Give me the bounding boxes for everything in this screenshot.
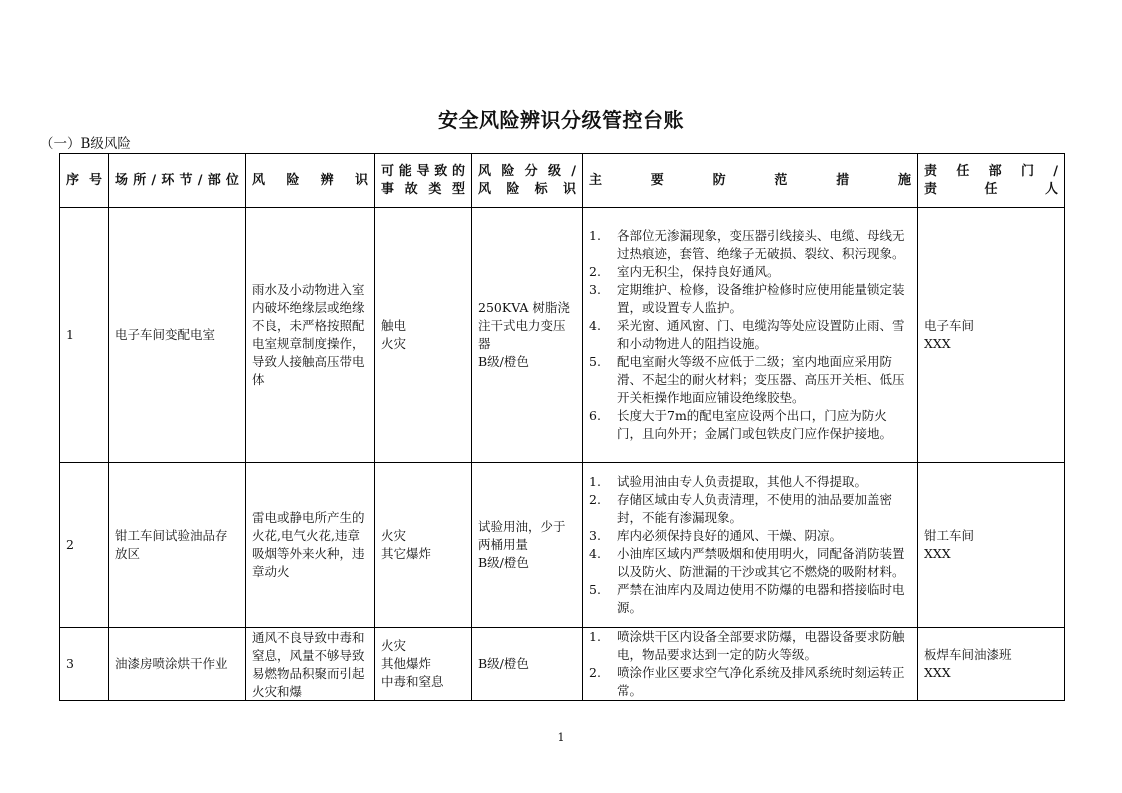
- measure-text: 严禁在油库内及周边使用不防爆的电器和搭接临时电源。: [617, 582, 905, 615]
- cell-line: 电子车间: [924, 318, 975, 333]
- cell-line: B级/橙色: [478, 555, 529, 570]
- header-char: 险: [506, 181, 520, 197]
- table-row: [60, 208, 1065, 463]
- page-number: 1: [557, 731, 565, 744]
- measures-list: [589, 473, 911, 617]
- header-location: [109, 154, 246, 208]
- measure-number: 1.: [589, 228, 601, 243]
- measure-text: 长度大于7m的配电室应设两个出口，门应为防火门，且向外开；金属门或包铁皮门应作保护接地。: [617, 408, 893, 441]
- measure-item: [589, 628, 911, 664]
- header-responsible: [918, 154, 1065, 208]
- cell-line: 火灾: [381, 638, 407, 653]
- header-char: 导: [416, 163, 430, 179]
- header-char: 位: [225, 172, 239, 188]
- header-char: 分: [524, 163, 538, 179]
- cell-risk-identification: [246, 628, 375, 701]
- measure-number: 3.: [589, 528, 601, 543]
- cell-line: XXX: [924, 336, 951, 351]
- measure-item: [589, 664, 911, 700]
- header-char: 险: [501, 163, 515, 179]
- cell-accident-types: [375, 208, 472, 463]
- measures-list: [589, 628, 911, 700]
- header-char: 要: [650, 172, 664, 188]
- measure-text: 定期维护、检修，设备维护检修时应使用能量锁定装置，或设置专人监护。: [617, 282, 905, 315]
- header-char: 风: [252, 172, 266, 188]
- header-risk-identification: [246, 154, 375, 208]
- cell-risk-identification: 雷电或静电所产生的火花,电气火花,违章吸烟等外来火种，违章动火: [246, 463, 375, 628]
- header-char: 部: [207, 172, 221, 188]
- measure-item: [589, 263, 911, 281]
- cell-index: 1: [60, 208, 109, 463]
- measure-item: [589, 227, 911, 263]
- header-char: 识: [562, 181, 576, 197]
- header-char: 任: [956, 163, 970, 179]
- cell-line: 板焊车间油漆班: [924, 647, 1012, 662]
- header-char: 辨: [320, 172, 334, 188]
- header-risk-level: [472, 154, 583, 208]
- header-char: 措: [836, 172, 850, 188]
- cell-measures: [583, 463, 918, 628]
- header-char: 节: [179, 172, 193, 188]
- cell-risk-identification: 雨水及小动物进入室内破坏绝缘层或绝缘不良，未严格按照配电室规章制度操作，导致人接触高压带电体: [246, 208, 375, 463]
- header-char: 所: [133, 172, 147, 188]
- measure-text: 库内必须保持良好的通风、干燥、阴凉。: [617, 528, 843, 543]
- measure-number: 2.: [589, 264, 601, 279]
- cell-line: 试验用油，少于两桶用量: [478, 519, 566, 552]
- header-char: 施: [897, 172, 911, 188]
- header-char: 范: [774, 172, 788, 188]
- header-char: 防: [712, 172, 726, 188]
- measure-number: 2.: [589, 492, 601, 507]
- header-char: 的: [451, 163, 465, 179]
- measure-number: 1.: [589, 629, 601, 644]
- measure-number: 4.: [589, 546, 601, 561]
- header-char: 序: [66, 172, 80, 188]
- measure-text: 试验用油由专人负责提取，其他人不得提取。: [617, 474, 868, 489]
- cell-line: 中毒和窒息: [381, 674, 444, 689]
- measure-number: 5.: [589, 354, 601, 369]
- header-char: 号: [88, 172, 102, 188]
- cell-responsible: [918, 463, 1065, 628]
- header-index: [60, 154, 109, 208]
- section-heading: （一）B级风险: [40, 136, 131, 152]
- cell-line: 250KVA 树脂浇注干式电力变压器: [478, 300, 570, 351]
- measure-item: [589, 527, 911, 545]
- measure-number: 1.: [589, 474, 601, 489]
- header-char: 任: [984, 181, 998, 197]
- header-char: 能: [398, 163, 412, 179]
- header-char: 部: [988, 163, 1002, 179]
- cell-risk-level: [472, 463, 583, 628]
- cell-measures: [583, 628, 918, 701]
- cell-line: 触电: [381, 318, 407, 333]
- header-char: 识: [354, 172, 368, 188]
- header-char: 人: [1044, 181, 1058, 197]
- risk-ledger-table: [59, 153, 1065, 701]
- measures-list: [589, 227, 911, 443]
- measure-item: [589, 581, 911, 617]
- header-row: [60, 154, 1065, 208]
- header-char: /: [571, 163, 576, 179]
- header-char: /: [151, 172, 157, 188]
- header-char: 故: [404, 181, 418, 197]
- measure-item: [589, 473, 911, 491]
- header-char: 责: [924, 181, 938, 197]
- risk-identification-text: 通风不良导致中毒和窒息，风量不够导致易燃物品积聚而引起火灾和爆: [252, 630, 365, 699]
- header-measures: [583, 154, 918, 208]
- measure-number: 3.: [589, 282, 601, 297]
- header-accident-type: [375, 154, 472, 208]
- measure-text: 配电室耐火等级不应低于二级；室内地面应采用防滑、不起尘的耐火材料；变压器、高压开关柜、低压开关柜操作地面应铺设绝缘胶垫。: [617, 354, 905, 405]
- header-char: 型: [451, 181, 465, 197]
- measure-item: [589, 491, 911, 527]
- header-char: 场: [115, 172, 129, 188]
- cell-line: B级/橙色: [478, 354, 529, 369]
- measure-text: 采光窗、通风窗、门、电缆沟等处应设置防止雨、雪和小动物进人的阻挡设施。: [617, 318, 905, 351]
- header-char: 责: [924, 163, 938, 179]
- cell-line: 火灾: [381, 528, 407, 543]
- header-char: 风: [478, 163, 492, 179]
- cell-location: 钳工车间试验油品存放区: [109, 463, 246, 628]
- measure-number: 2.: [589, 665, 601, 680]
- cell-line: 火灾: [381, 336, 407, 351]
- measure-number: 5.: [589, 582, 601, 597]
- measure-item: [589, 317, 911, 353]
- measure-text: 喷涂烘干区内设备全部要求防爆，电器设备要求防触电，物品要求达到一定的防火等级。: [617, 629, 905, 662]
- cell-line: 其它爆炸: [381, 546, 432, 561]
- cell-index: 2: [60, 463, 109, 628]
- cell-line: XXX: [924, 665, 951, 680]
- header-char: 门: [1020, 163, 1034, 179]
- cell-line: XXX: [924, 546, 951, 561]
- header-char: 事: [381, 181, 395, 197]
- measure-text: 室内无积尘，保持良好通风。: [617, 264, 780, 279]
- cell-location: 电子车间变配电室: [109, 208, 246, 463]
- measure-item: [589, 281, 911, 317]
- header-char: 类: [428, 181, 442, 197]
- measure-item: [589, 353, 911, 407]
- measure-number: 6.: [589, 408, 601, 423]
- cell-risk-level: [472, 628, 583, 701]
- cell-line: B级/橙色: [478, 656, 529, 671]
- header-char: 致: [434, 163, 448, 179]
- measure-text: 小油库区域内严禁吸烟和使用明火，同配备消防装置以及防火、防泄漏的干沙或其它不燃烧的吸附材料。: [617, 546, 905, 579]
- measure-text: 喷涂作业区要求空气净化系统及排风系统时刻运转正常。: [617, 665, 905, 698]
- cell-responsible: [918, 208, 1065, 463]
- measure-text: 各部位无渗漏现象，变压器引线接头、电缆、母线无过热痕迹，套管、绝缘子无破损、裂纹、积污现象。: [617, 228, 905, 261]
- header-char: /: [197, 172, 203, 188]
- header-char: 环: [161, 172, 175, 188]
- measure-item: [589, 407, 911, 443]
- measure-item: [589, 545, 911, 581]
- cell-line: 其他爆炸: [381, 656, 432, 671]
- cell-measures: [583, 208, 918, 463]
- measure-number: 4.: [589, 318, 601, 333]
- cell-accident-types: [375, 463, 472, 628]
- page-title: 安全风险辨识分级管控台账: [438, 108, 684, 132]
- header-char: 标: [534, 181, 548, 197]
- header-char: 级: [547, 163, 561, 179]
- header-char: 风: [478, 181, 492, 197]
- cell-responsible: [918, 628, 1065, 701]
- header-char: 可: [381, 163, 395, 179]
- header-char: 主: [589, 172, 603, 188]
- table-row: [60, 463, 1065, 628]
- header-char: /: [1053, 163, 1058, 179]
- cell-risk-level: [472, 208, 583, 463]
- measure-text: 存储区域由专人负责清理，不使用的油品要加盖密封，不能有渗漏现象。: [617, 492, 893, 525]
- table-row: [60, 628, 1065, 701]
- cell-accident-types: [375, 628, 472, 701]
- header-char: 险: [286, 172, 300, 188]
- cell-line: 钳工车间: [924, 528, 975, 543]
- cell-location: 油漆房喷涂烘干作业: [109, 628, 246, 701]
- cell-index: 3: [60, 628, 109, 701]
